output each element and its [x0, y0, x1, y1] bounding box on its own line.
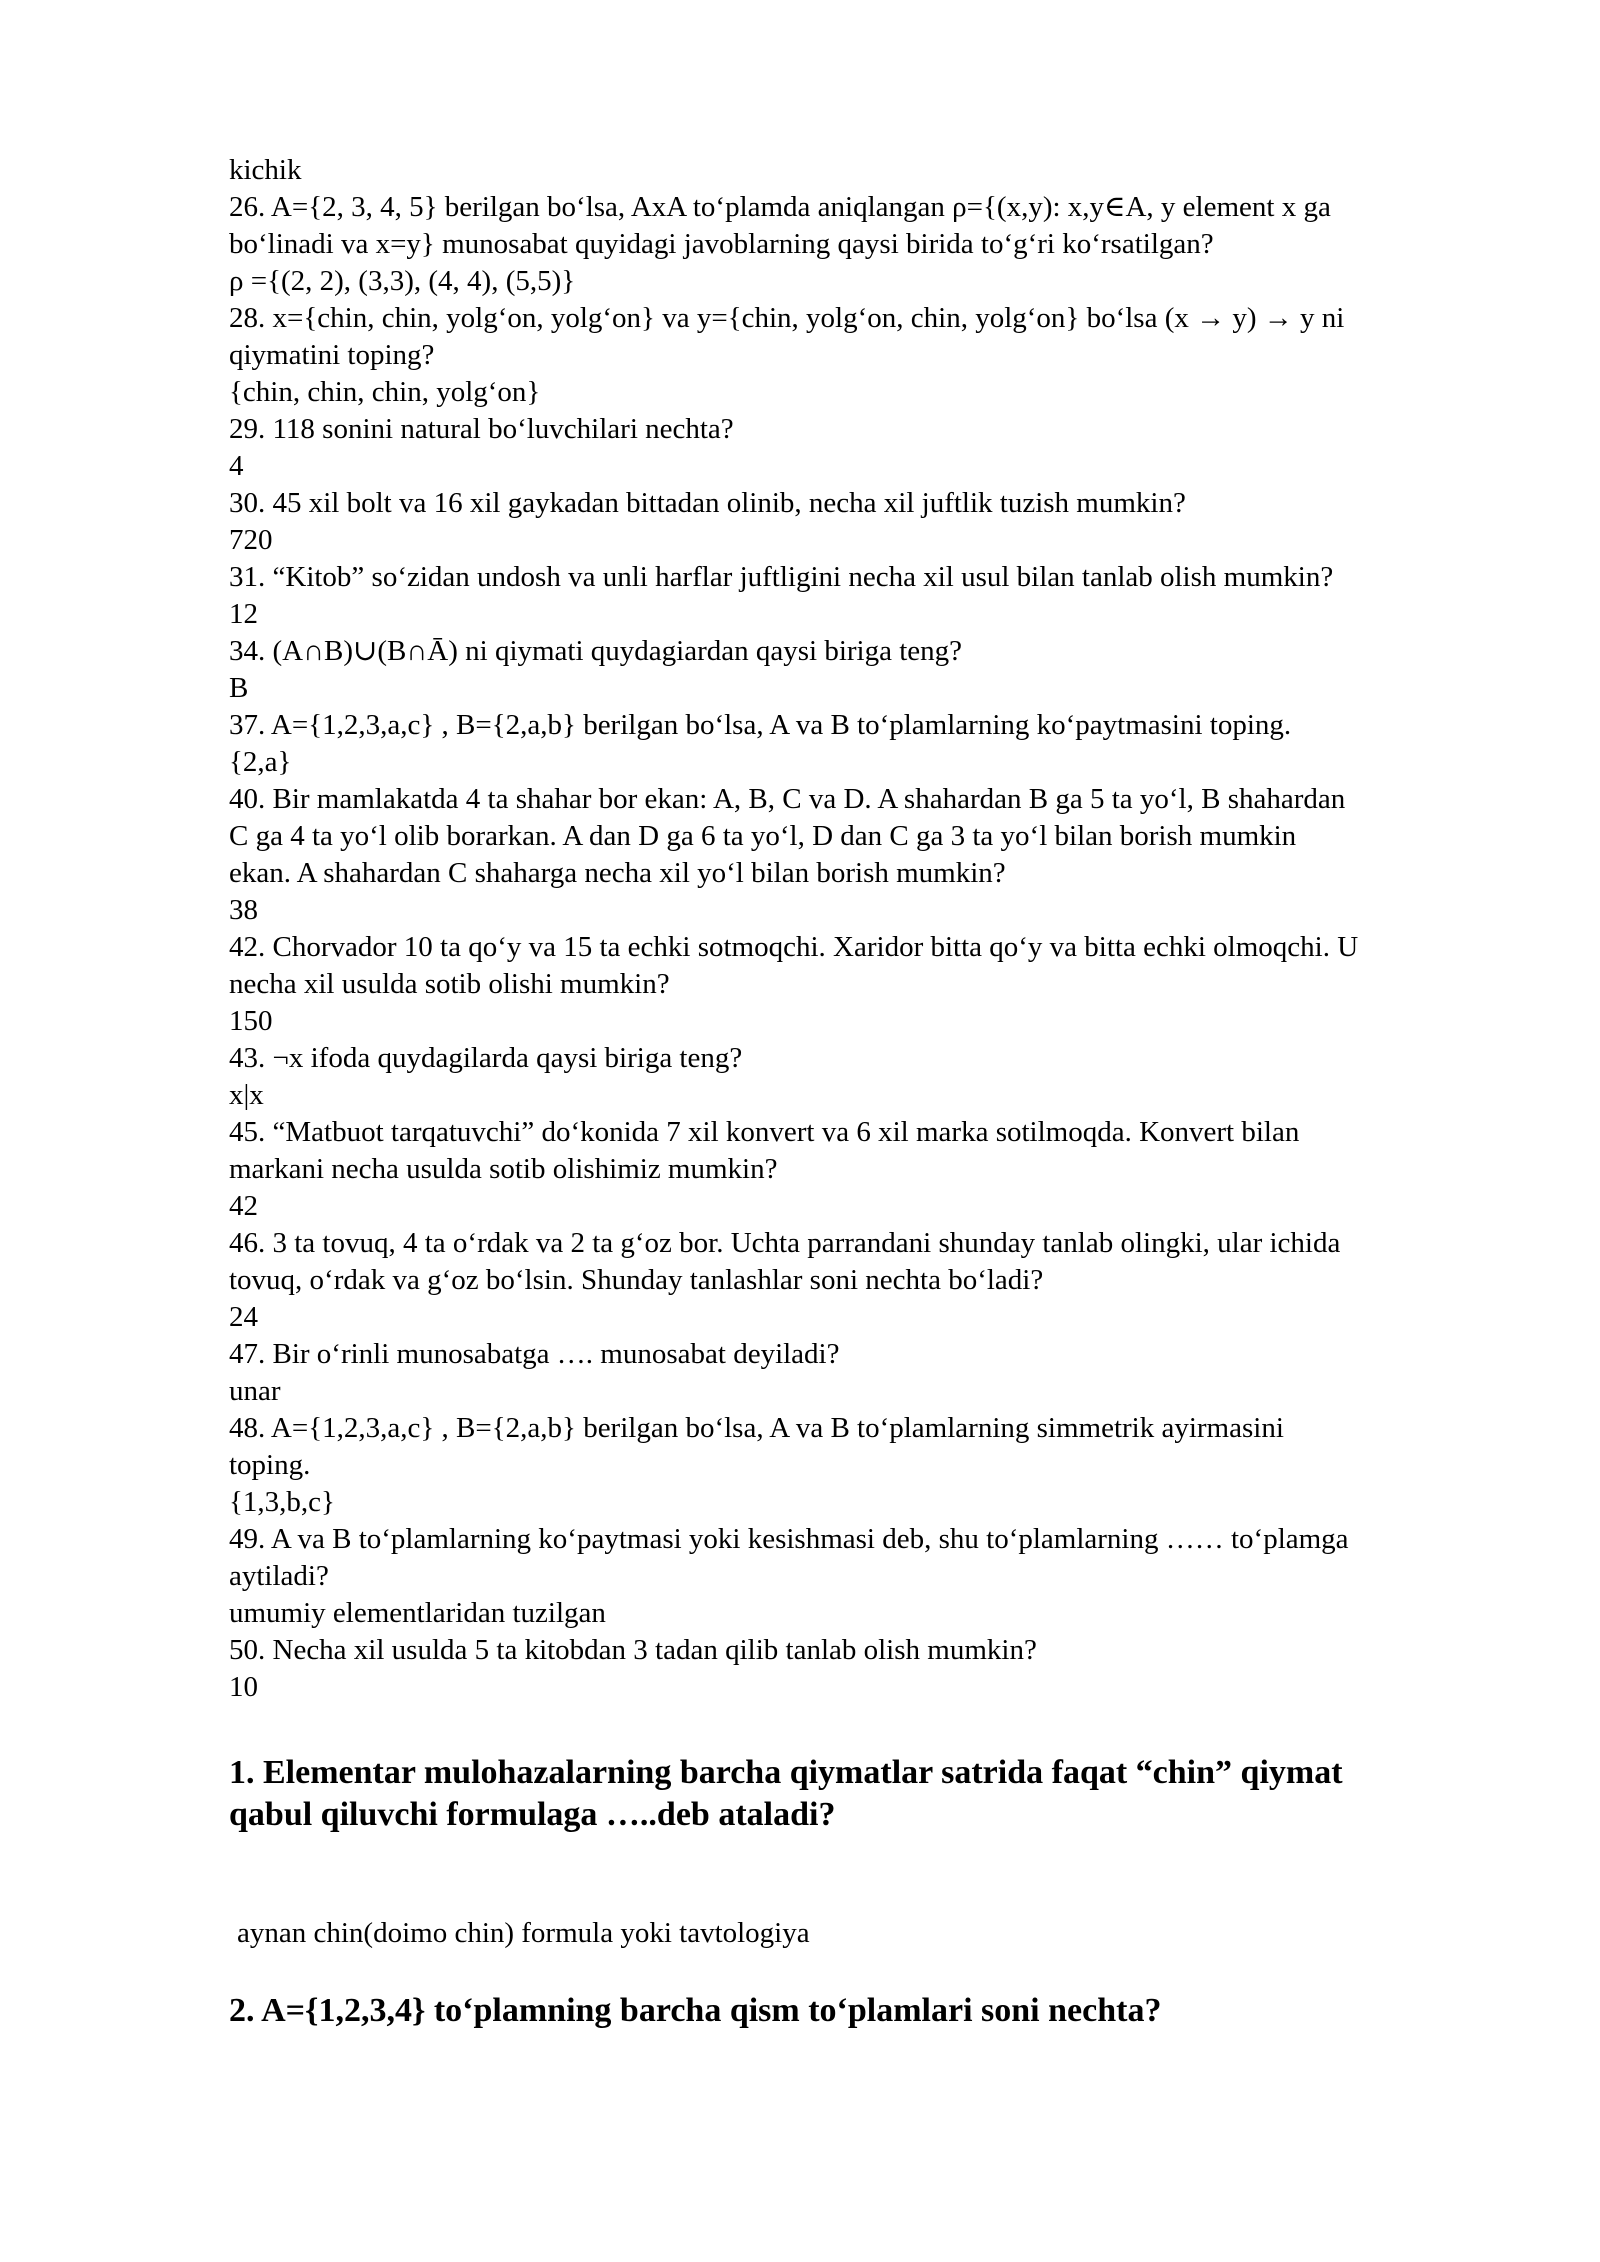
- answer-31: 12: [229, 598, 258, 630]
- answer-43: x|x: [229, 1079, 264, 1111]
- question-30: 30. 45 xil bolt va 16 xil gaykadan bittadan olinib, necha xil juftlik tuzish mumkin?: [229, 487, 1186, 519]
- question-40-line-2: C ga 4 ta yo‘l olib borarkan. A dan D ga 6 ta yo‘l, D dan C ga 3 ta yo‘l bilan borish mumkin: [229, 820, 1297, 852]
- question-50: 50. Necha xil usulda 5 ta kitobdan 3 tadan qilib tanlab olish mumkin?: [229, 1634, 1037, 1666]
- question-46-line-1: 46. 3 ta tovuq, 4 ta o‘rdak va 2 ta g‘oz bor. Uchta parrandani shunday tanlab olingki, ular ichida: [229, 1227, 1341, 1259]
- question-49-line-1: 49. A va B to‘plamlarning ko‘paytmasi yoki kesishmasi deb, shu to‘plamlarning …… to‘plamga: [229, 1523, 1349, 1555]
- bold-question-1-line-2: qabul qiluvchi formulaga …..deb ataladi?: [229, 1796, 836, 1833]
- answer-50: 10: [229, 1671, 258, 1703]
- question-48-line-2: toping.: [229, 1449, 311, 1481]
- question-43: 43. ¬x ifoda quydagilarda qaysi biriga teng?: [229, 1042, 743, 1074]
- question-26-line-1: 26. A={2, 3, 4, 5} berilgan bo‘lsa, AxA to‘plamda aniqlangan ρ={(x,y): x,y∈A, y element x ga: [229, 191, 1331, 223]
- question-28-line-2: qiymatini toping?: [229, 339, 435, 371]
- answer-29: 4: [229, 450, 244, 482]
- bold-question-1-line-1: 1. Elementar mulohazalarning barcha qiymatlar satrida faqat “chin” qiymat: [229, 1754, 1343, 1791]
- answer-37: {2,a}: [229, 746, 292, 778]
- question-47: 47. Bir o‘rinli munosabatga …. munosabat deyiladi?: [229, 1338, 840, 1370]
- answer-block-1: [237, 1915, 1512, 1952]
- question-48-line-1: 48. A={1,2,3,a,c} , B={2,a,b} berilgan bo‘lsa, A va B to‘plamlarning simmetrik ayirmasini: [229, 1412, 1284, 1444]
- bold-question-1: [229, 1752, 1504, 1836]
- answer-47: unar: [229, 1375, 281, 1407]
- question-40-line-3: ekan. A shahardan C shaharga necha xil yo‘l bilan borish mumkin?: [229, 857, 1006, 889]
- question-49-line-2: aytiladi?: [229, 1560, 329, 1592]
- question-45-line-2: markani necha usulda sotib olishimiz mumkin?: [229, 1153, 778, 1185]
- answer-45: 42: [229, 1190, 258, 1222]
- question-46-line-2: tovuq, o‘rdak va g‘oz bo‘lsin. Shunday tanlashlar soni nechta bo‘ladi?: [229, 1264, 1044, 1296]
- answer-1: aynan chin(doimo chin) formula yoki tavtologiya: [237, 1917, 810, 1949]
- answer-30: 720: [229, 524, 273, 556]
- answer-28: {chin, chin, chin, yolg‘on}: [229, 376, 541, 408]
- answer-34: B: [229, 672, 249, 704]
- answer-49: umumiy elementlaridan tuzilgan: [229, 1597, 606, 1629]
- text-line: kichik: [229, 154, 302, 186]
- question-45-line-1: 45. “Matbuot tarqatuvchi” do‘konida 7 xil konvert va 6 xil marka sotilmoqda. Konvert bilan: [229, 1116, 1300, 1148]
- answer-40: 38: [229, 894, 258, 926]
- question-31: 31. “Kitob” so‘zidan undosh va unli harflar juftligini necha xil usul bilan tanlab olish mumkin?: [229, 561, 1334, 593]
- answer-26: ρ ={(2, 2), (3,3), (4, 4), (5,5)}: [229, 265, 576, 297]
- question-40-line-1: 40. Bir mamlakatda 4 ta shahar bor ekan: A, B, C va D. A shahardan B ga 5 ta yo‘l, B shahardan: [229, 783, 1346, 815]
- question-42-line-1: 42. Chorvador 10 ta qo‘y va 15 ta echki sotmoqchi. Xaridor bitta qo‘y va bitta echki olmoqchi. U: [229, 931, 1359, 963]
- answer-46: 24: [229, 1301, 258, 1333]
- answer-42: 150: [229, 1005, 273, 1037]
- bold-question-2: [229, 1990, 1504, 2032]
- answer-48: {1,3,b,c}: [229, 1486, 335, 1518]
- question-37: 37. A={1,2,3,a,c} , B={2,a,b} berilgan bo‘lsa, A va B to‘plamlarning ko‘paytmasini toping.: [229, 709, 1292, 741]
- question-34: 34. (A∩B)∪(B∩Ā) ni qiymati quydagiardan qaysi biriga teng?: [229, 635, 963, 667]
- question-29: 29. 118 sonini natural bo‘luvchilari nechta?: [229, 413, 734, 445]
- bold-question-2-line-1: 2. A={1,2,3,4} to‘plamning barcha qism to‘plamlari soni nechta?: [229, 1992, 1162, 2029]
- question-28-line-1: 28. x={chin, chin, yolg‘on, yolg‘on} va y={chin, yolg‘on, chin, yolg‘on} bo‘lsa (x → y) → y ni: [229, 302, 1345, 334]
- question-26-line-2: bo‘linadi va x=y} munosabat quyidagi javoblarning qaysi birida to‘g‘ri ko‘rsatilgan?: [229, 228, 1214, 260]
- question-42-line-2: necha xil usulda sotib olishi mumkin?: [229, 968, 670, 1000]
- question-answer-list: [229, 152, 1504, 1706]
